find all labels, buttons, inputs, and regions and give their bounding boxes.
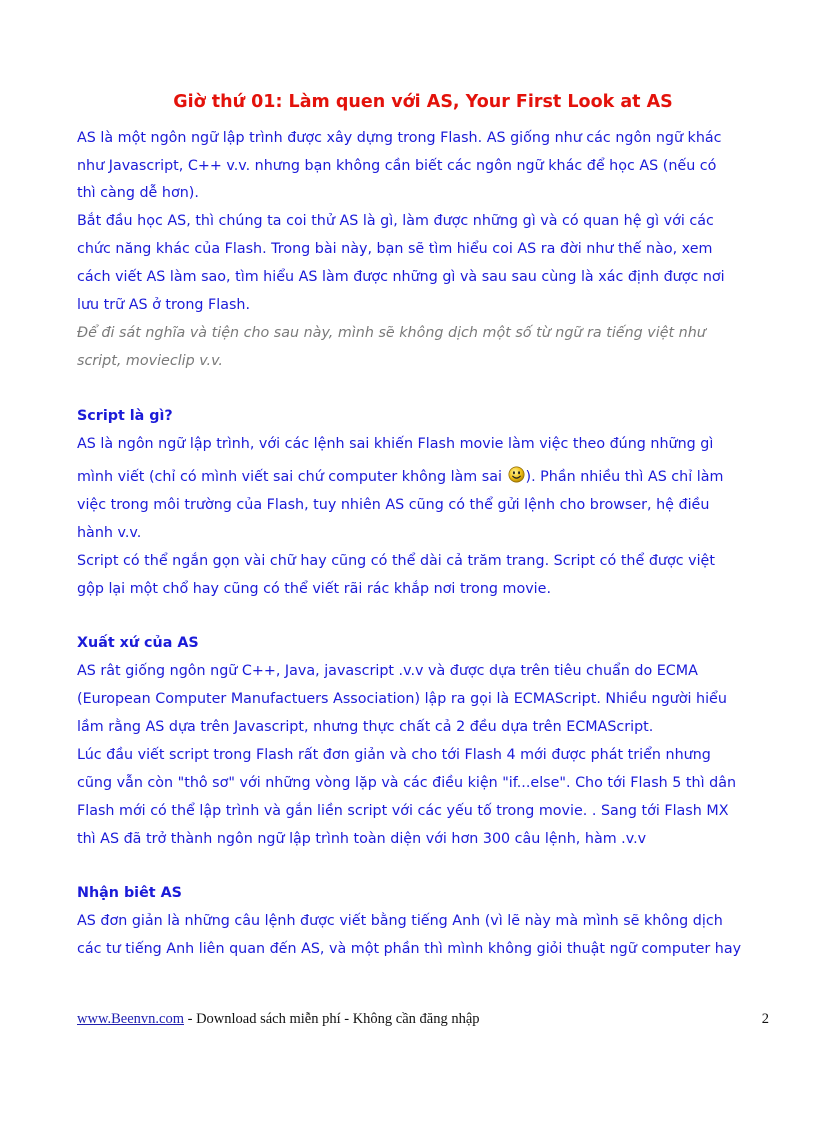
paragraph-line: Lúc đầu viết script trong Flash rất đơn giản và cho tới Flash 4 mới được phát triển nhưng bbox=[77, 747, 711, 763]
paragraph-line: cách viết AS làm sao, tìm hiểu AS làm được những gì và sau sau cùng là xác định được nơi bbox=[77, 269, 725, 285]
paragraph-line: hành v.v. bbox=[77, 525, 142, 541]
paragraph-line: lưu trữ AS ở trong Flash. bbox=[77, 297, 251, 313]
note-line: Để đi sát nghĩa và tiện cho sau này, mình sẽ không dịch một số từ ngữ ra tiếng việt như bbox=[77, 325, 706, 341]
paragraph-line: chức năng khác của Flash. Trong bài này, bạn sẽ tìm hiểu coi AS ra đời như thế nào, xem bbox=[77, 241, 713, 257]
paragraph-line: thì AS đã trở thành ngôn ngữ lập trình toàn diện với hơn 300 câu lệnh, hàm .v.v bbox=[77, 831, 647, 847]
footer-website-link[interactable]: www.Beenvn.com bbox=[77, 1011, 184, 1027]
paragraph-line: như Javascript, C++ v.v. nhưng bạn không cần biết các ngôn ngữ khác để học AS (nếu có bbox=[77, 158, 717, 174]
paragraph-line: AS là ngôn ngữ lập trình, với các lệnh sai khiến Flash movie làm việc theo đúng những gì bbox=[77, 436, 714, 452]
paragraph-line: các tư tiếng Anh liên quan đến AS, và một phần thì mình không giỏi thuật ngữ computer hay bbox=[77, 941, 742, 957]
section-heading-origin: Xuất xứ của AS bbox=[77, 635, 199, 651]
paragraph-line: cũng vẫn còn "thô sơ" với những vòng lặp và các điều kiện "if...else". Cho tới Flash 5 thì dân bbox=[77, 775, 737, 791]
paragraph-line: việc trong môi trường của Flash, tuy nhiên AS cũng có thể gửi lệnh cho browser, hệ điều bbox=[77, 497, 710, 513]
paragraph-line: Bắt đầu học AS, thì chúng ta coi thử AS là gì, làm được những gì và có quan hệ gì với các bbox=[77, 213, 714, 229]
paragraph-line: gộp lại một chổ hay cũng có thể viết rãi rác khắp nơi trong movie. bbox=[77, 581, 551, 597]
page-number: 2 bbox=[761, 1011, 769, 1027]
paragraph-line-with-smiley bbox=[77, 466, 723, 486]
paragraph-line: lầm rằng AS dựa trên Javascript, nhưng thực chất cả 2 đều dựa trên ECMAScript. bbox=[77, 719, 654, 735]
paragraph-line: (European Computer Manufactuers Association) lập ra gọi là ECMAScript. Nhiều người hiểu bbox=[77, 691, 727, 707]
section-heading-recognize: Nhận biêt AS bbox=[77, 885, 182, 901]
paragraph-text: ). Phần nhiều thì AS chỉ làm bbox=[525, 469, 724, 485]
paragraph-line: thì càng dễ hơn). bbox=[77, 185, 199, 201]
smiley-icon bbox=[508, 466, 525, 483]
paragraph-line: Flash mới có thể lập trình và gắn liền script với các yếu tố trong movie. . Sang tới Flash MX bbox=[77, 803, 729, 819]
page-footer bbox=[77, 1011, 769, 1028]
section-heading-script: Script là gì? bbox=[77, 408, 173, 424]
page-title: Giờ thứ 01: Làm quen với AS, Your First Look at AS bbox=[173, 92, 673, 112]
footer-text: - Download sách miễn phí - Không cần đăng nhập bbox=[183, 1011, 480, 1027]
paragraph-line: Script có thể ngắn gọn vài chữ hay cũng có thể dài cả trăm trang. Script có thể được việt bbox=[77, 553, 715, 569]
note-line: script, movieclip v.v. bbox=[77, 353, 223, 369]
paragraph-line: AS đơn giản là những câu lệnh được viết bằng tiếng Anh (vì lẽ này mà mình sẽ không dịch bbox=[77, 913, 723, 929]
paragraph-line: AS là một ngôn ngữ lập trình được xây dựng trong Flash. AS giống như các ngôn ngữ khác bbox=[77, 130, 722, 146]
paragraph-line: AS rât giống ngôn ngữ C++, Java, javascript .v.v và được dựa trên tiêu chuẩn do ECMA bbox=[77, 663, 698, 679]
paragraph-text: mình viết (chỉ có mình viết sai chứ computer không làm sai bbox=[77, 469, 507, 485]
